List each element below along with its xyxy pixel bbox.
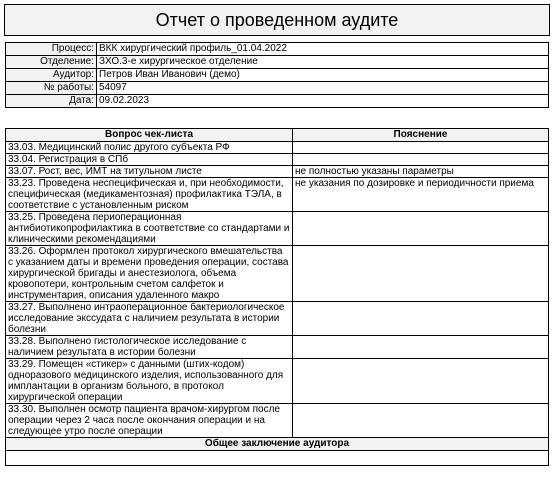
checklist-note: [293, 154, 549, 166]
checklist-header-row: [6, 129, 549, 142]
info-label-department: Отделение:: [6, 56, 97, 69]
checklist-note: [293, 142, 549, 154]
checklist-note: не полностью указаны параметры: [293, 166, 549, 178]
conclusion-header: Общее заключение аудитора: [6, 438, 549, 451]
table-row: [6, 336, 549, 359]
info-label-job-number: № работы:: [6, 82, 97, 95]
checklist-question: 33.03. Медицинский полис другого субъекта РФ: [6, 142, 293, 154]
checklist-question: 33.30. Выполнен осмотр пациента врачом-хирургом после операции через 2 часа после окончания операции и на следующее утро после операции: [6, 404, 293, 438]
table-row: [6, 359, 549, 404]
info-label-auditor: Аудитор:: [6, 69, 97, 82]
column-header-question: Вопрос чек-листа: [6, 129, 293, 142]
conclusion-header-row: [6, 438, 549, 451]
checklist-question: 33.28. Выполнено гистологическое исследование с наличием результата в истории болезни: [6, 336, 293, 359]
info-value-department: ЗХО.3-е хирургическое отделение: [97, 56, 549, 69]
checklist-question: 33.29. Помещен «стикер» с данными (штих-кодом) одноразового медицинского изделия, использованного для имплантации в организм больного, в протокол хирургической операции: [6, 359, 293, 404]
info-value-date: 09.02.2023: [97, 95, 549, 108]
checklist-note: [293, 212, 549, 246]
table-row: [6, 404, 549, 438]
audit-info-table: [5, 42, 549, 108]
checklist-question: 33.07. Рост, вес, ИМТ на титульном листе: [6, 166, 293, 178]
info-row-auditor: [6, 69, 549, 82]
info-row-process: [6, 43, 549, 56]
conclusion-row: [6, 451, 549, 466]
column-header-note: Пояснение: [293, 129, 549, 142]
info-row-job-number: [6, 82, 549, 95]
info-label-process: Процесс:: [6, 43, 97, 56]
info-value-process: ВКК хирургический профиль_01.04.2022: [97, 43, 549, 56]
info-value-job-number: 54097: [97, 82, 549, 95]
table-row: [6, 154, 549, 166]
checklist-question: 33.25. Проведена периоперационная антибиотикопрофилактика в соответствие со стандартами и клиническими рекомендациями: [6, 212, 293, 246]
table-row: [6, 178, 549, 212]
table-row: [6, 212, 549, 246]
report-title-text: Отчет о проведенном аудите: [155, 9, 399, 30]
checklist-note: [293, 246, 549, 302]
checklist-note: не указания по дозировке и периодичности приема: [293, 178, 549, 212]
report-title: [4, 4, 550, 36]
checklist-question: 33.04. Регистрация в СПб: [6, 154, 293, 166]
table-row: [6, 142, 549, 154]
info-value-auditor: Петров Иван Иванович (демо): [97, 69, 549, 82]
checklist-table: [5, 128, 549, 466]
checklist-question: 33.27. Выполнено интраоперационное бактериологическое исследование экссудата с наличием результата в истории болезни: [6, 302, 293, 336]
info-row-department: [6, 56, 549, 69]
checklist-question: 33.26. Оформлен протокол хирургического вмешательства с указанием даты и времени проведения операции, состава хирургической бригады и анестезиолога, объема кровопотери, контрольным счетом салфеток и инструментария, описания удаленного макро: [6, 246, 293, 302]
conclusion-body: [6, 451, 549, 466]
checklist-note: [293, 359, 549, 404]
checklist-note: [293, 302, 549, 336]
table-row: [6, 302, 549, 336]
checklist-note: [293, 336, 549, 359]
table-row: [6, 166, 549, 178]
info-label-date: Дата:: [6, 95, 97, 108]
checklist-note: [293, 404, 549, 438]
table-row: [6, 246, 549, 302]
checklist-question: 33.23. Проведена неспецифическая и, при необходимости, специфическая (медикаментозная) профилактика ТЭЛА, в соответствие с установленным риском: [6, 178, 293, 212]
info-row-date: [6, 95, 549, 108]
